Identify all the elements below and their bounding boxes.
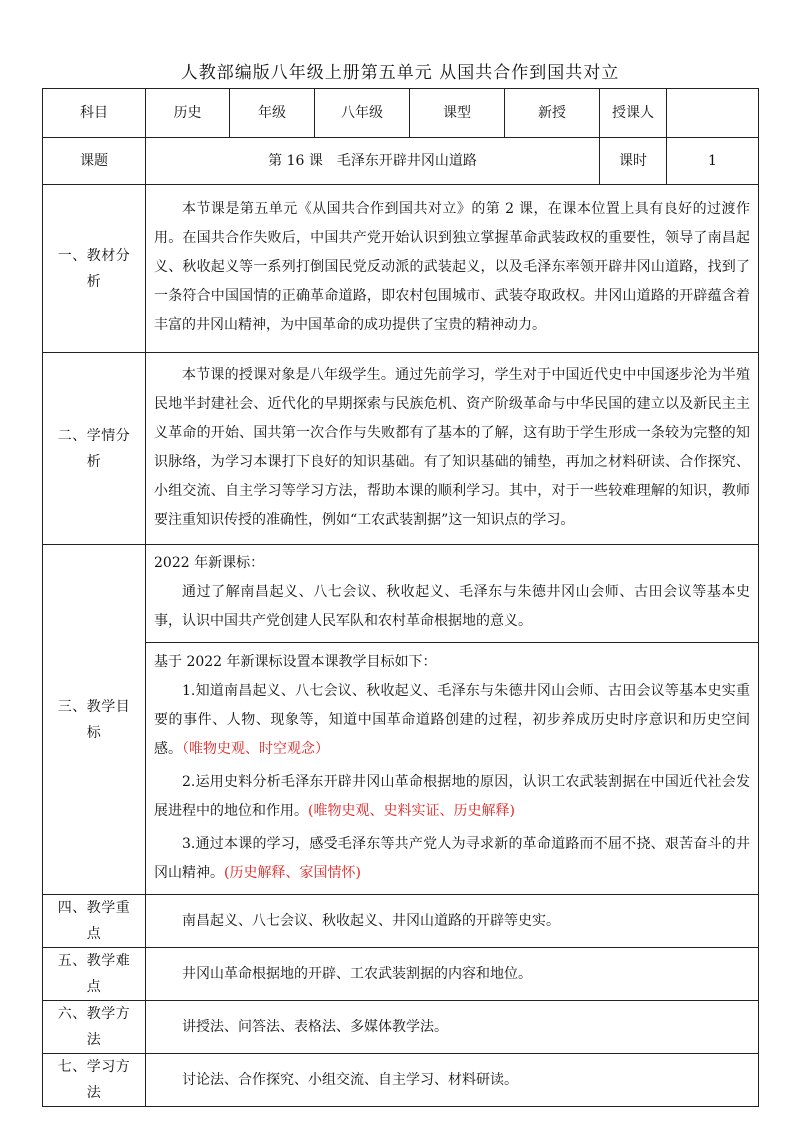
goals-list-row bbox=[43, 643, 759, 895]
goals-label: 三、教学目标 bbox=[43, 545, 146, 895]
lesson-plan-table bbox=[42, 88, 759, 1107]
goals-standard-row bbox=[43, 545, 759, 643]
goal-2-tag: (唯物史观、史料实证、历史解释) bbox=[308, 802, 515, 819]
type-value: 新授 bbox=[505, 89, 600, 138]
header-row bbox=[43, 89, 759, 138]
textbook-analysis-label: 一、教材分析 bbox=[43, 185, 146, 353]
document-title: 人教部编版八年级上册第五单元 从国共合作到国共对立 bbox=[180, 63, 620, 83]
teacher-label: 授课人 bbox=[600, 89, 667, 138]
key-points-row bbox=[43, 895, 759, 948]
goal-1 bbox=[154, 677, 750, 764]
learning-methods-cell bbox=[146, 1054, 759, 1107]
goal-3-text: 3.通过本课的学习，感受毛泽东等共产党人为寻求新的革命道路而不屈不挠、艰苦奋斗的井冈山精神。 bbox=[154, 835, 750, 881]
learning-methods-label: 七、学习方法 bbox=[43, 1054, 146, 1107]
learning-methods-row bbox=[43, 1054, 759, 1107]
key-points-label: 四、教学重点 bbox=[43, 895, 146, 948]
difficulties-cell bbox=[146, 948, 759, 1001]
hours-value: 1 bbox=[667, 138, 759, 185]
topic-label: 课题 bbox=[43, 138, 146, 185]
key-points-cell bbox=[146, 895, 759, 948]
textbook-analysis-cell bbox=[146, 185, 759, 353]
goal-1-tag: （唯物史观、时空观念） bbox=[182, 740, 329, 757]
teaching-methods-row bbox=[43, 1001, 759, 1054]
key-points-text: 南昌起义、八七会议、秋收起义、井冈山道路的开辟等史实。 bbox=[182, 912, 560, 929]
grade-value: 八年级 bbox=[315, 89, 410, 138]
learning-methods-text: 讨论法、合作探究、小组交流、自主学习、材料研读。 bbox=[182, 1071, 518, 1088]
goals-list-cell bbox=[146, 643, 759, 895]
student-analysis-cell bbox=[146, 353, 759, 545]
goal-2-text: 2.运用史料分析毛泽东开辟井冈山革命根据地的原因，认识工农武装割据在中国近代社会发展进程中的地位和作用。 bbox=[154, 773, 750, 819]
subject-value: 历史 bbox=[146, 89, 230, 138]
student-analysis-label: 二、学情分析 bbox=[43, 353, 146, 545]
difficulties-text: 井冈山革命根据地的开辟、工农武装割据的内容和地位。 bbox=[182, 965, 532, 982]
topic-row bbox=[43, 138, 759, 185]
standard-text: 通过了解南昌起义、八七会议、秋收起义、毛泽东与朱德井冈山会师、古田会议等基本史事，认识中国共产党创建人民军队和农村革命根据地的意义。 bbox=[154, 584, 750, 629]
difficulties-label: 五、教学难点 bbox=[43, 948, 146, 1001]
goal-3 bbox=[154, 830, 750, 888]
goal-1-text: 1.知道南昌起义、八七会议、秋收起义、毛泽东与朱德井冈山会师、古田会议等基本史实重要的事件、人物、现象等，知道中国革命道路创建的过程，初步养成历史时序意识和历史空间感。 bbox=[154, 682, 750, 757]
teacher-value bbox=[667, 89, 759, 138]
goal-3-tag: (历史解释、家国情怀) bbox=[224, 864, 361, 881]
goal-2 bbox=[154, 768, 750, 826]
subject-label: 科目 bbox=[43, 89, 146, 138]
difficulties-row bbox=[43, 948, 759, 1001]
textbook-analysis-row bbox=[43, 185, 759, 353]
type-label: 课型 bbox=[410, 89, 505, 138]
textbook-analysis-text: 本节课是第五单元《从国共合作到国共对立》的第 2 课，在课本位置上具有良好的过渡作用。在国共合作失败后，中国共产党开始认识到独立掌握革命武装政权的重要性，领导了南昌起义、秋收起义等一系列打倒国民党反动派的武装起义，以及毛泽东率领开辟井冈山道路，找到了一条符合中国国情的正确革命道路，即农村包围城市、武装夺取政权。井冈山道路的开辟蕴含着丰富的井冈山精神，为中国革命的成功提供了宝贵的精神动力。 bbox=[154, 201, 750, 333]
teaching-methods-cell bbox=[146, 1001, 759, 1054]
student-analysis-text: 本节课的授课对象是八年级学生。通过先前学习，学生对于中国近代史中中国逐步沦为半殖民地半封建社会、近代化的早期探索与民族危机、资产阶级革命与中华民国的建立以及新民主主义革命的开始、国共第一次合作与失败都有了基本的了解，这有助于学生形成一条较为完整的知识脉络，为学习本课打下良好的知识基础。有了知识基础的铺垫，再加之材料研读、合作探究、小组交流、自主学习等学习方法，帮助本课的顺利学习。其中，对于一些较难理解的知识，教师要注重知识传授的准确性，例如“工农武装割据”这一知识点的学习。 bbox=[154, 366, 750, 528]
student-analysis-row bbox=[43, 353, 759, 545]
goals-intro: 基于 2022 年新课标设置本课教学目标如下： bbox=[154, 653, 437, 670]
teaching-methods-text: 讲授法、问答法、表格法、多媒体教学法。 bbox=[182, 1018, 448, 1035]
teaching-methods-label: 六、教学方法 bbox=[43, 1001, 146, 1054]
hours-label: 课时 bbox=[600, 138, 667, 185]
topic-value: 第 16 课 毛泽东开辟井冈山道路 bbox=[146, 138, 600, 185]
goals-standard-cell bbox=[146, 545, 759, 643]
standard-title: 2022 年新课标： bbox=[154, 555, 265, 571]
grade-label: 年级 bbox=[230, 89, 315, 138]
